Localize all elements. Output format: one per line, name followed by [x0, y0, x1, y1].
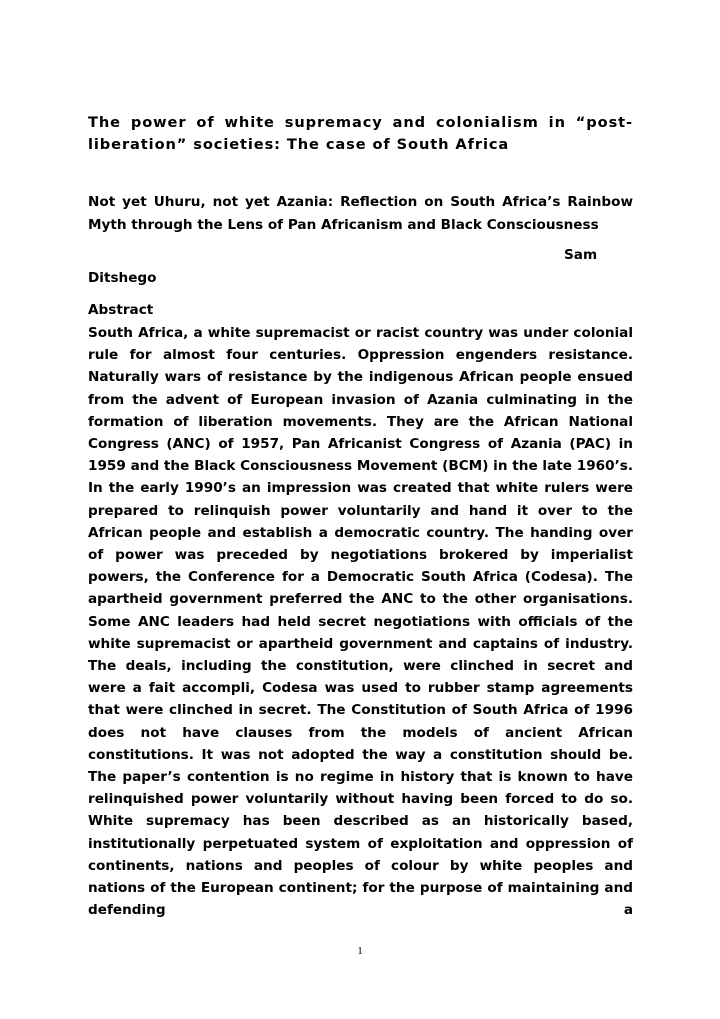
author-first-name: Sam: [564, 247, 598, 263]
author-last-name: Ditshego: [88, 270, 157, 286]
page-number: 1: [357, 945, 363, 957]
abstract-heading: Abstract: [88, 302, 154, 318]
document-subtitle: Not yet Uhuru, not yet Azania: Reflection on South Africa’s Rainbow Myth through the Lens of Pan Africanism and Black Consciousness: [88, 194, 633, 233]
abstract-paragraph: South Africa, a white supremacist or racist country was under colonial rule for almost four centuries. Oppression engenders resistance. Naturally wars of resistance by the indigenous African people ensued from the advent of European invasion of Azania culminating in the formation of liberation movements. They are the African National Congress (ANC) of 1957, Pan Africanist Congress of Azania (PAC) in 1959 and the Black Consciousness Movement (BCM) in the late 1960’s. In the early 1990’s an impression was created that white rulers were prepared to relinquish power voluntarily and hand it over to the African people and establish a democratic country. The handing over of power was preceded by negotiations brokered by imperialist powers, the Conference for a Democratic South Africa (Codesa). The apartheid government preferred the ANC to the other organisations. Some ANC leaders had held secret negotiations with officials of the white supremacist or apartheid government and captains of industry. The deals, including the constitution, were clinched in secret and were a fait accompli, Codesa was used to rubber stamp agreements that were clinched in secret. The Constitution of South Africa of 1996 does not have clauses from the models of ancient African constitutions. It was not adopted the way a constitution should be. The paper’s contention is no regime in history that is known to have relinquished power voluntarily without having been forced to do so. White supremacy has been described as an historically based, institutionally perpetuated system of exploitation and oppression of continents, nations and peoples of colour by white peoples and nations of the European continent; for the purpose of maintaining and defending a: [88, 325, 633, 919]
document-title: The power of white supremacy and colonialism in “post-liberation” societies: The case of South Africa: [88, 114, 633, 153]
author-name: [88, 244, 633, 290]
